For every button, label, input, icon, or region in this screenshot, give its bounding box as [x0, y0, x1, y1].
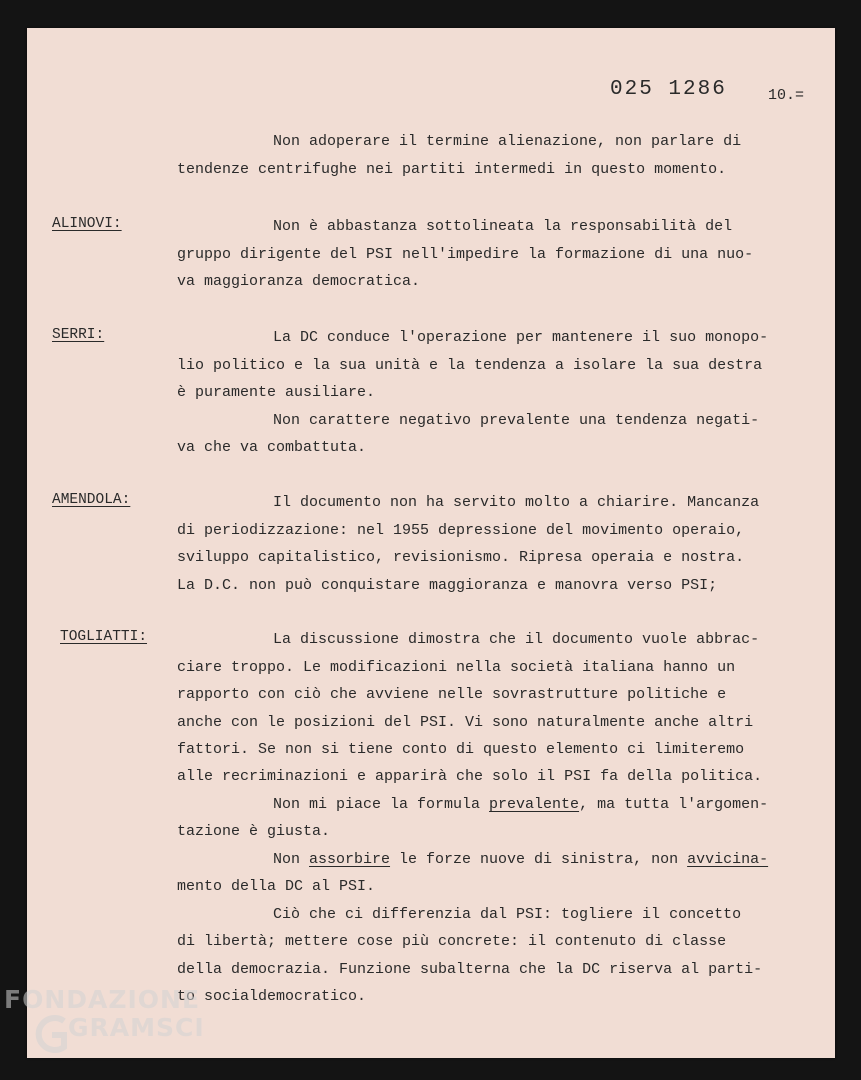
watermark-line2: GRAMSCI [68, 1013, 205, 1042]
document-number: 025 1286 [610, 78, 727, 101]
text-line [273, 851, 768, 868]
watermark-line1: FONDAZIONE [4, 985, 201, 1014]
text-line: La D.C. non può conquistare maggioranza e manovra verso PSI; [177, 577, 718, 594]
text-line: della democrazia. Funzione subalterna che la DC riserva al parti- [177, 961, 763, 978]
text-segment: Non mi piace la formula [273, 796, 490, 813]
text-line: va che va combattuta. [177, 439, 367, 456]
text-line: va maggioranza democratica. [177, 273, 421, 290]
underlined-word-assorbire: assorbire [309, 851, 391, 868]
gramsci-logo-icon [34, 1011, 70, 1057]
text-line: to socialdemocratico. [177, 988, 367, 1005]
text-line: Ciò che ci differenzia dal PSI: togliere il concetto [273, 906, 742, 923]
fondazione-gramsci-watermark [4, 985, 224, 1075]
text-line: mento della DC al PSI. [177, 878, 376, 895]
text-line: gruppo dirigente del PSI nell'impedire la formazione di una nuo- [177, 246, 754, 263]
page-number: 10.= [768, 87, 805, 104]
text-line: Il documento non ha servito molto a chiarire. Mancanza [273, 494, 760, 511]
text-line: Non è abbastanza sottolineata la responsabilità del [273, 218, 733, 235]
speaker-alinovi: ALINOVI: [52, 216, 122, 232]
underlined-word-prevalente: prevalente [489, 796, 580, 813]
text-line [273, 796, 768, 813]
text-line: ciare troppo. Le modificazioni nella società italiana hanno un [177, 659, 736, 676]
text-line: alle recriminazioni e apparirà che solo il PSI fa della politica. [177, 768, 763, 785]
text-segment: le forze nuove di sinistra, non [390, 851, 688, 868]
text-line: fattori. Se non si tiene conto di questo elemento ci limiteremo [177, 741, 745, 758]
text-line: è puramente ausiliare. [177, 384, 376, 401]
text-line: di libertà; mettere cose più concrete: il contenuto di classe [177, 933, 727, 950]
text-line: Non carattere negativo prevalente una tendenza negati- [273, 412, 760, 429]
text-line: rapporto con ciò che avviene nelle sovrastrutture politiche e [177, 686, 727, 703]
text-segment: , ma tutta l'argomen- [579, 796, 769, 813]
text-segment: Non [273, 851, 310, 868]
text-line: di periodizzazione: nel 1955 depressione del movimento operaio, [177, 522, 745, 539]
text-line: anche con le posizioni del PSI. Vi sono naturalmente anche altri [177, 714, 754, 731]
text-line: La DC conduce l'operazione per mantenere il suo monopo- [273, 329, 769, 346]
text-line: lio politico e la sua unità e la tendenza a isolare la sua destra [177, 357, 763, 374]
document-page [27, 28, 835, 1058]
text-line: sviluppo capitalistico, revisionismo. Ripresa operaia e nostra. [177, 549, 745, 566]
text-line: tazione è giusta. [177, 823, 331, 840]
text-line: Non adoperare il termine alienazione, non parlare di [273, 133, 742, 150]
speaker-togliatti: TOGLIATTI: [60, 629, 148, 645]
text-line: tendenze centrifughe nei partiti intermedi in questo momento. [177, 161, 727, 178]
speaker-serri: SERRI: [52, 327, 105, 343]
text-line: La discussione dimostra che il documento vuole abbrac- [273, 631, 760, 648]
speaker-amendola: AMENDOLA: [52, 492, 131, 508]
underlined-word-avvicinamento: avvicina- [687, 851, 769, 868]
